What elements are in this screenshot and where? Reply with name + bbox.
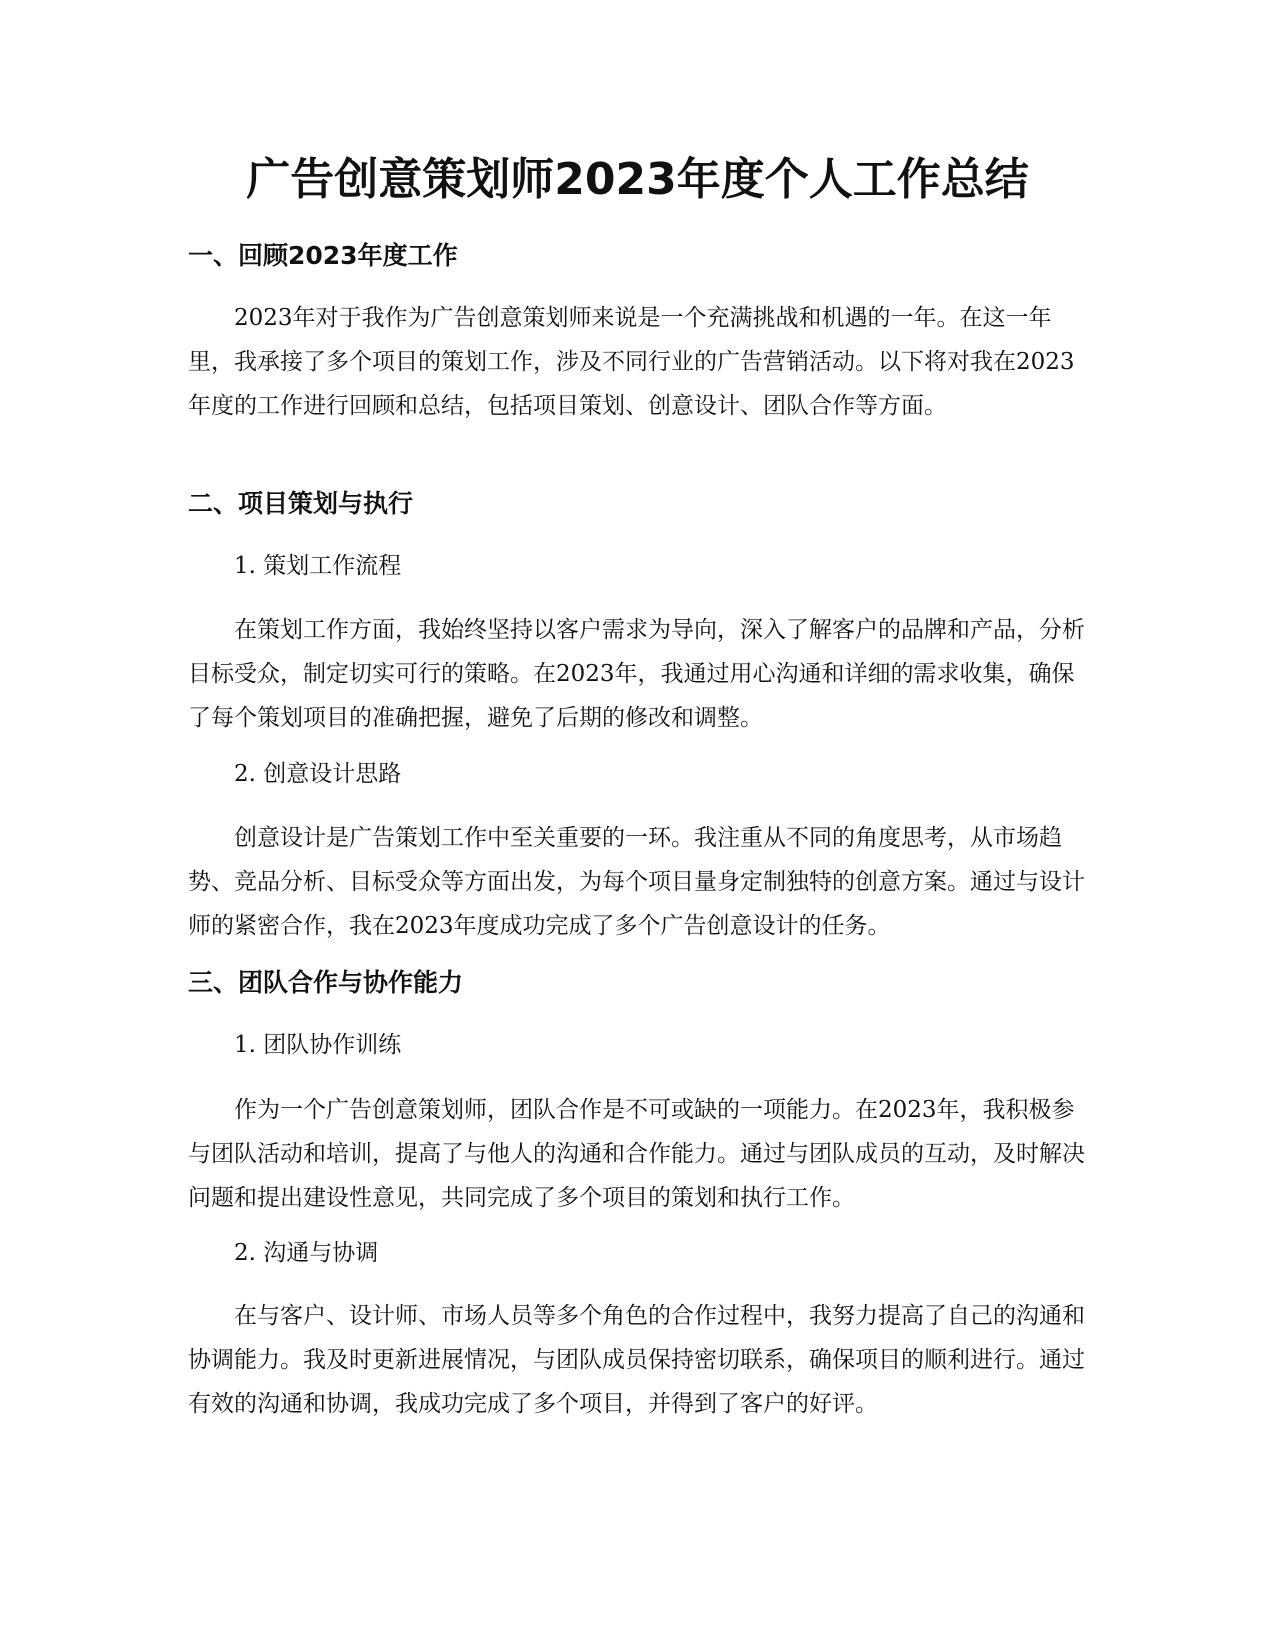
document-title: 广告创意策划师2023年度个人工作总结 xyxy=(246,154,1029,205)
subsection-title-2-1: 1. 策划工作流程 xyxy=(234,553,402,579)
subsection-title-3-2: 2. 沟通与协调 xyxy=(234,1240,379,1266)
subsection-title-3-1: 1. 团队协作训练 xyxy=(234,1032,402,1058)
section-heading-1: 一、回顾2023年度工作 xyxy=(188,241,458,270)
subsection-2-1-paragraph: 在策划工作方面，我始终坚持以客户需求为导向，深入了解客户的品牌和产品，分析目标受众，制定切实可行的策略。在2023年，我通过用心沟通和详细的需求收集，确保了每个策划项目的准确把握，避免了后期的修改和调整。 xyxy=(188,617,1085,731)
subsection-2-2-paragraph: 创意设计是广告策划工作中至关重要的一环。我注重从不同的角度思考，从市场趋势、竞品分析、目标受众等方面出发，为每个项目量身定制独特的创意方案。通过与设计师的紧密合作，我在2023年度成功完成了多个广告创意设计的任务。 xyxy=(188,825,1085,939)
subsection-3-2-paragraph: 在与客户、设计师、市场人员等多个角色的合作过程中，我努力提高了自己的沟通和协调能力。我及时更新进展情况，与团队成员保持密切联系，确保项目的顺利进行。通过有效的沟通和协调，我成功完成了多个项目，并得到了客户的好评。 xyxy=(188,1303,1085,1417)
subsection-3-1-paragraph: 作为一个广告创意策划师，团队合作是不可或缺的一项能力。在2023年，我积极参与团队活动和培训，提高了与他人的沟通和合作能力。通过与团队成员的互动，及时解决问题和提出建设性意见，共同完成了多个项目的策划和执行工作。 xyxy=(188,1097,1085,1211)
section-heading-2: 二、项目策划与执行 xyxy=(188,489,414,518)
section-1-paragraph: 2023年对于我作为广告创意策划师来说是一个充满挑战和机遇的一年。在这一年里，我承接了多个项目的策划工作，涉及不同行业的广告营销活动。以下将对我在2023年度的工作进行回顾和总结，包括项目策划、创意设计、团队合作等方面。 xyxy=(188,305,1075,419)
section-heading-3: 三、团队合作与协作能力 xyxy=(188,968,464,997)
subsection-title-2-2: 2. 创意设计思路 xyxy=(234,761,402,787)
